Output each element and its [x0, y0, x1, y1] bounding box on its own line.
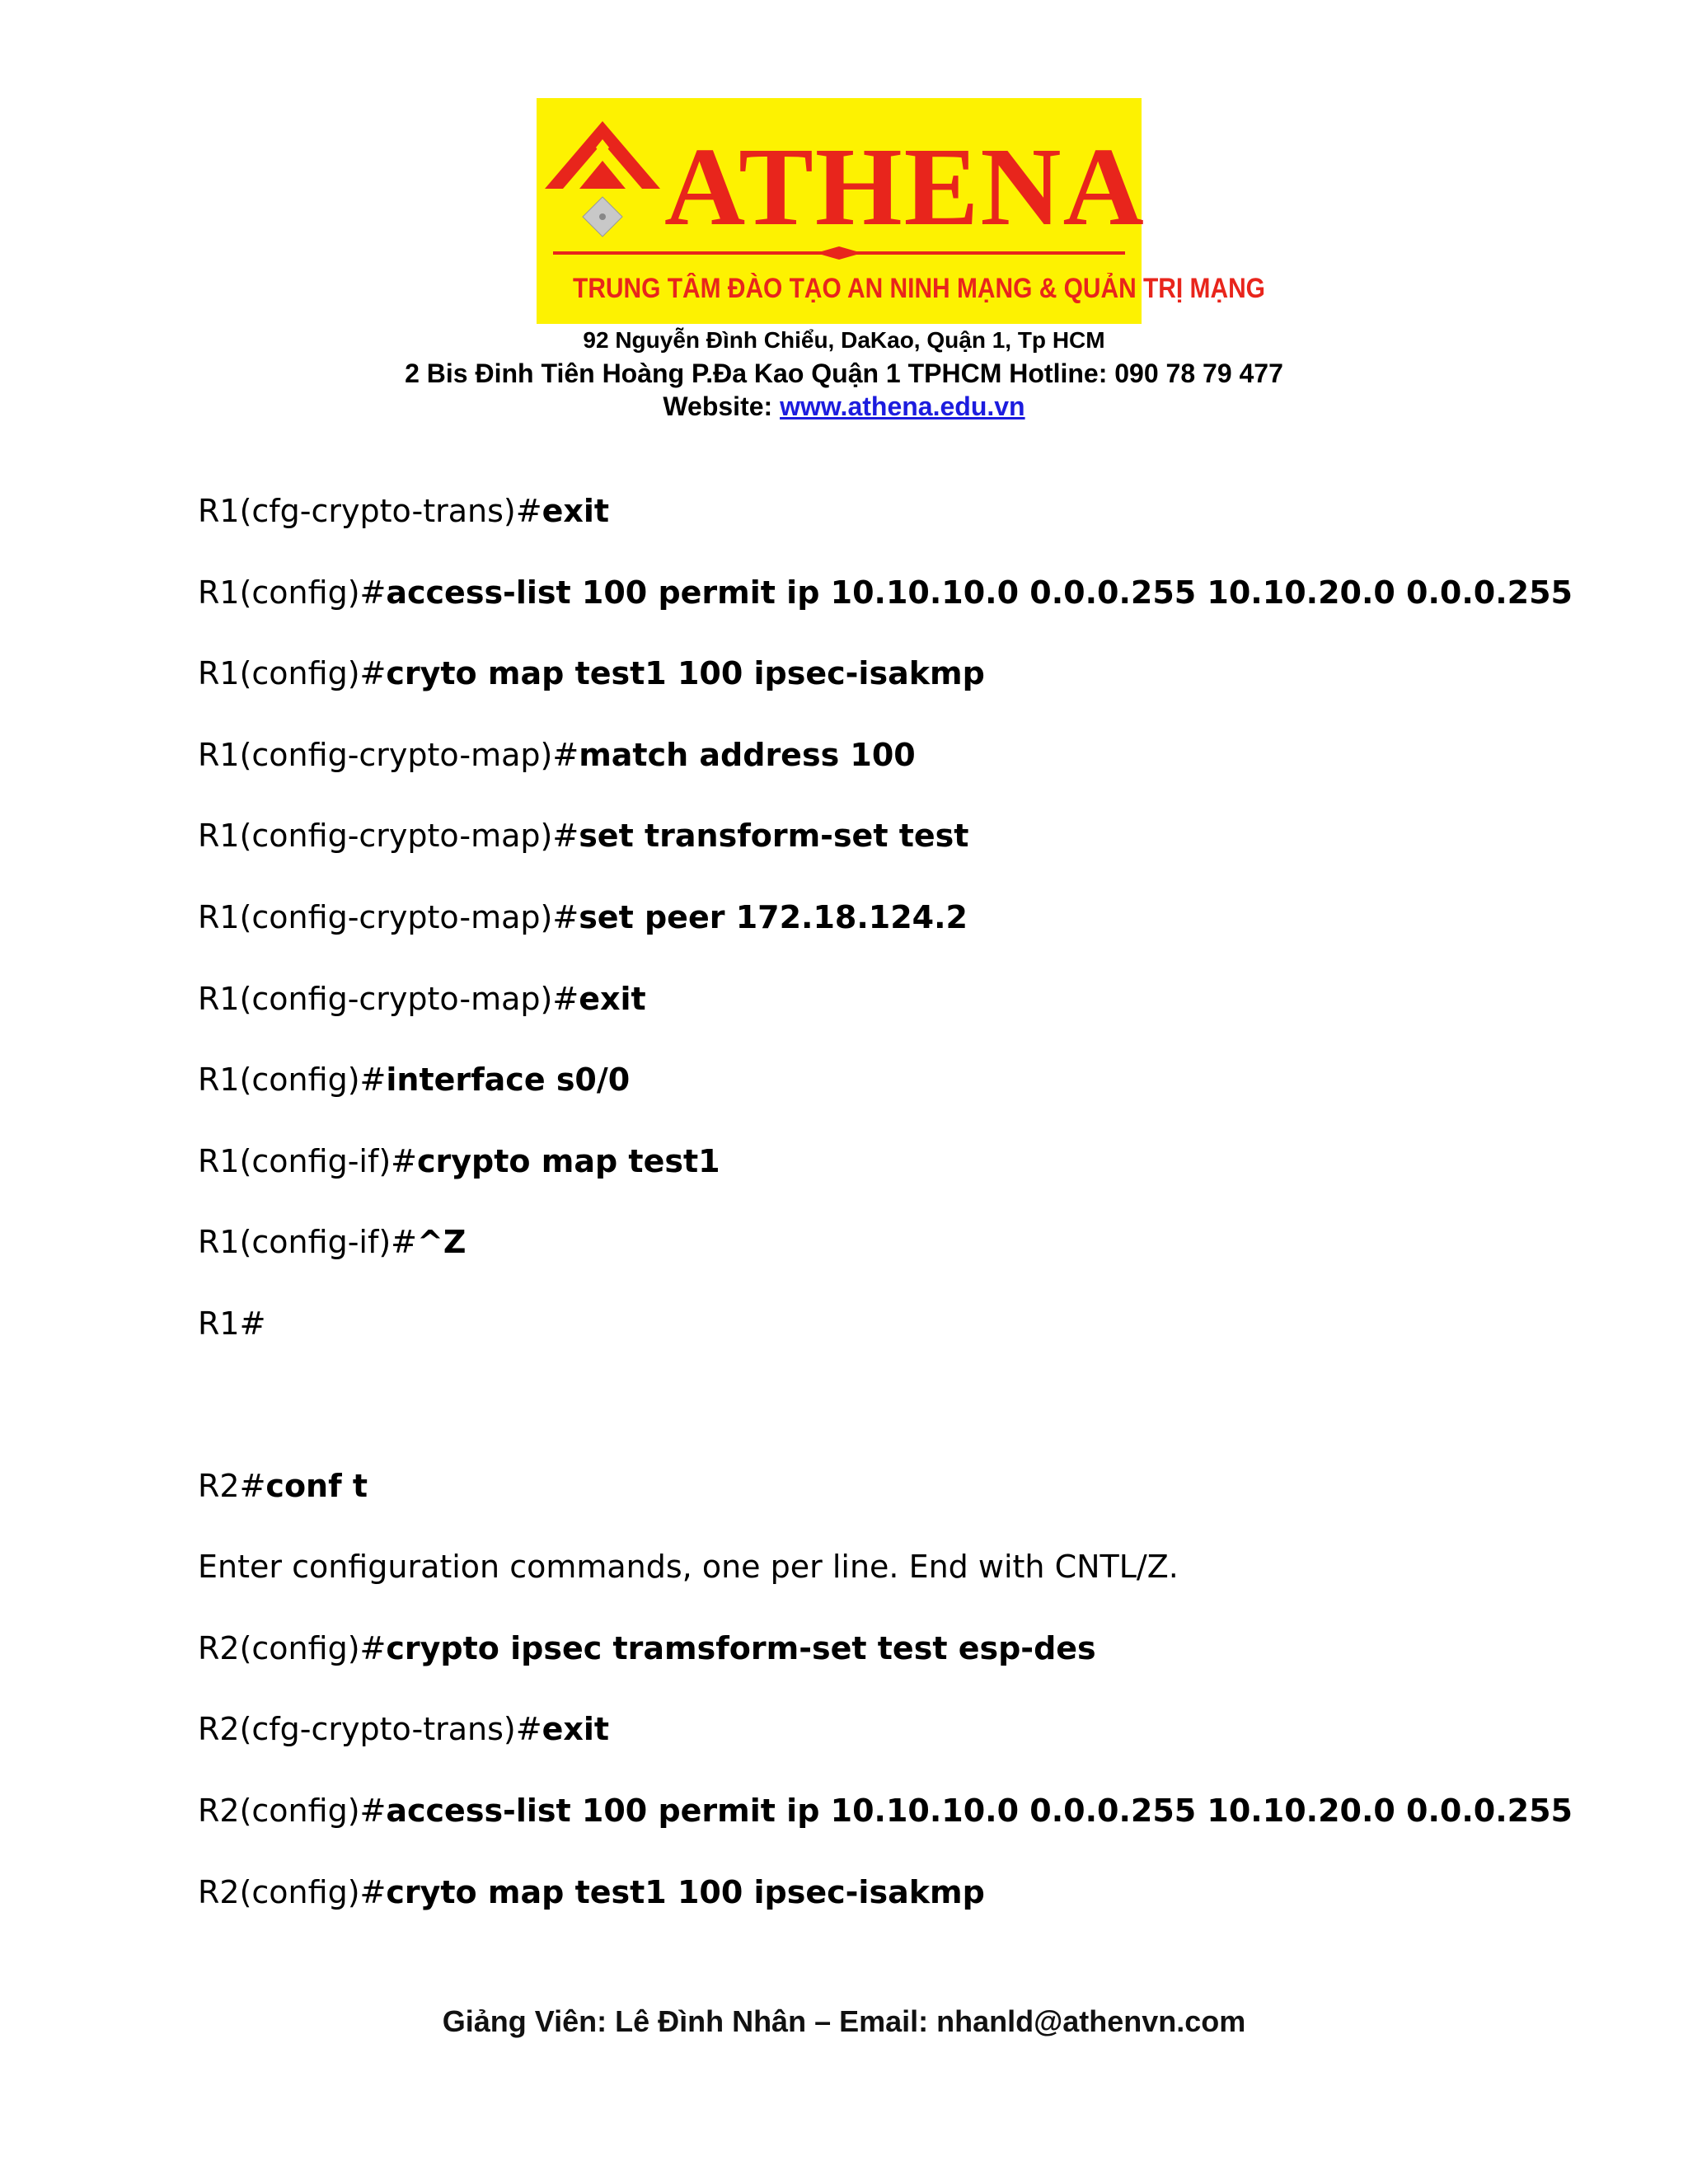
cli-command: exit: [542, 1711, 610, 1747]
cli-prompt: R1(config)#: [198, 655, 387, 691]
cli-command: exit: [542, 493, 610, 529]
config-line: [198, 649, 985, 698]
logo-title: ATHENA: [664, 125, 1146, 249]
config-line: [198, 811, 968, 860]
cli-command: crypto map test1: [417, 1143, 720, 1179]
cli-command: cryto map test1 100 ipsec-isakmp: [386, 655, 985, 691]
cli-command: cryto map test1 100 ipsec-isakmp: [386, 1874, 985, 1910]
cli-command: set peer 172.18.124.2: [579, 899, 968, 935]
logo-subtitle: TRUNG TÂM ĐÀO TẠO AN NINH MẠNG & QUẢN TRỊ MẠNG: [573, 273, 1265, 304]
config-line: [198, 1868, 985, 1917]
cli-command: access-list 100 permit ip 10.10.10.0 0.0.0.255 10.10.20.0 0.0.0.255: [386, 1793, 1573, 1829]
cli-command: match address 100: [579, 737, 916, 773]
cli-command: set transform-set test: [579, 818, 969, 854]
cli-output: Enter configuration commands, one per line. End with CNTL/Z.: [198, 1549, 1179, 1585]
footer-instructor: Giảng Viên: Lê Đình Nhân – Email: nhanld@athenvn.com: [442, 2004, 1246, 2038]
website-link[interactable]: www.athena.edu.vn: [780, 391, 1025, 421]
config-line: [198, 1786, 1573, 1835]
cli-prompt: R2(cfg-crypto-trans)#: [198, 1711, 542, 1747]
cli-prompt: R1(config-crypto-map)#: [198, 899, 579, 935]
config-line: [198, 730, 916, 780]
config-line: [198, 1542, 1179, 1591]
cli-prompt: R2(config)#: [198, 1874, 387, 1910]
cli-prompt: R1(config-crypto-map)#: [198, 981, 579, 1017]
config-line: [198, 1137, 720, 1186]
website-label: Website:: [663, 391, 781, 421]
cli-prompt: R1(config-if)#: [198, 1143, 417, 1179]
config-line: [198, 974, 646, 1024]
config-line: [198, 893, 968, 942]
cli-command: ^Z: [417, 1224, 467, 1260]
athena-logo: [537, 98, 1265, 324]
cli-prompt: R1#: [198, 1305, 266, 1342]
address-line-2: 2 Bis Đinh Tiên Hoàng P.Đa Kao Quận 1 TPHCM Hotline: 090 78 79 477: [405, 359, 1283, 388]
cli-prompt: R1(config-crypto-map)#: [198, 818, 579, 854]
config-line: [198, 1461, 368, 1511]
cli-command: conf t: [265, 1468, 368, 1504]
cli-command: interface s0/0: [386, 1062, 631, 1098]
cli-prompt: R1(config-if)#: [198, 1224, 417, 1260]
cli-prompt: R2(config)#: [198, 1793, 387, 1829]
config-line: [198, 568, 1573, 617]
config-line: [198, 1055, 630, 1104]
cli-prompt: R1(cfg-crypto-trans)#: [198, 493, 542, 529]
cli-command: exit: [579, 981, 646, 1017]
cli-prompt: R2(config)#: [198, 1630, 387, 1666]
cli-prompt: R1(config)#: [198, 574, 387, 611]
cli-prompt: R1(config-crypto-map)#: [198, 737, 579, 773]
cli-prompt: R2#: [198, 1468, 266, 1504]
config-line: [198, 1624, 1096, 1673]
address-line-1: 92 Nguyễn Đình Chiểu, DaKao, Quận 1, Tp HCM: [583, 327, 1105, 353]
config-line: [198, 1299, 265, 1348]
cli-command: crypto ipsec tramsform-set test esp-des: [386, 1630, 1096, 1666]
website-line: [0, 389, 1688, 424]
config-line: [198, 486, 609, 536]
cli-command: access-list 100 permit ip 10.10.10.0 0.0.0.255 10.10.20.0 0.0.0.255: [386, 574, 1573, 611]
cli-prompt: R1(config)#: [198, 1062, 387, 1098]
config-line: [198, 1217, 466, 1267]
config-line: [198, 1704, 609, 1754]
